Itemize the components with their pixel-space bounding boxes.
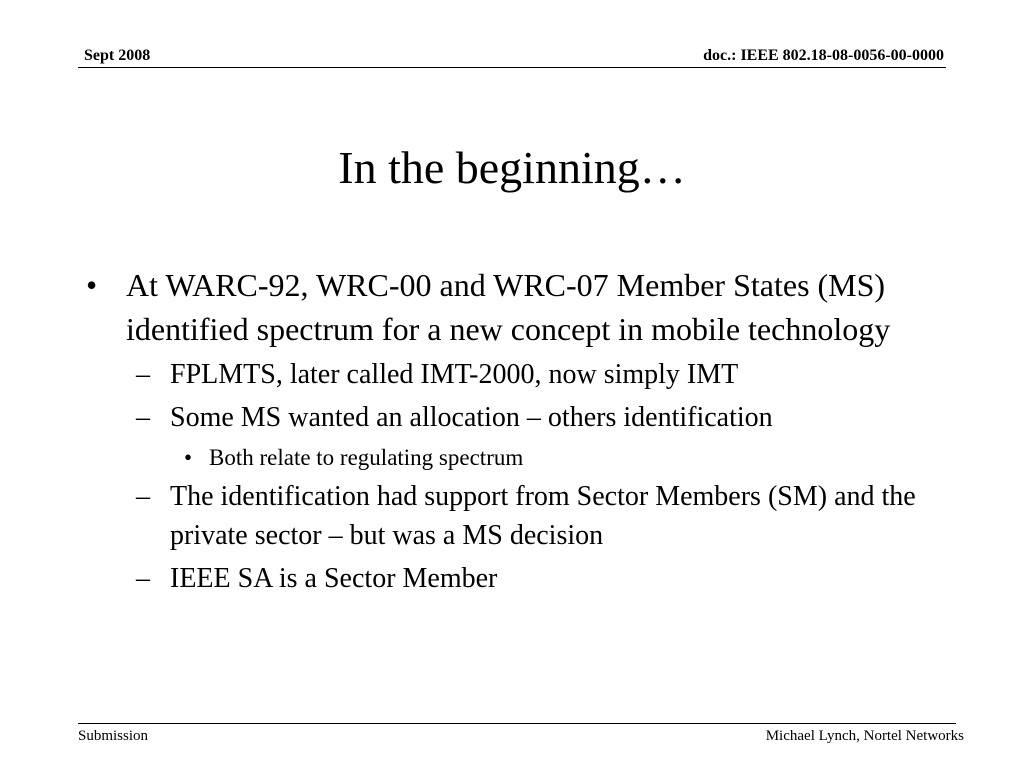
bullet-text: The identification had support from Sector Members (SM) and the private sector – but was a MS decision	[170, 481, 916, 551]
bullet-level2	[86, 477, 946, 555]
dash-marker: –	[136, 359, 150, 390]
bullet-level1	[86, 263, 946, 351]
bullet-level2	[86, 559, 946, 598]
bullet-text: Both relate to regulating spectrum	[209, 445, 524, 470]
footer-rule	[78, 723, 956, 724]
slide-title: In the beginning…	[338, 142, 686, 193]
dash-marker: –	[136, 563, 150, 594]
header-rule	[78, 67, 946, 68]
header-date: Sept 2008	[84, 47, 151, 64]
bullet-marker: •	[86, 267, 98, 303]
slide-body	[86, 263, 946, 598]
footer-author: Michael Lynch, Nortel Networks	[765, 728, 964, 744]
bullet-level2	[86, 398, 946, 437]
dash-marker: –	[136, 481, 150, 512]
dash-marker: –	[136, 402, 150, 433]
footer-submission: Submission	[78, 728, 149, 744]
header-doc-id: doc.: IEEE 802.18-08-0056-00-0000	[703, 47, 944, 64]
bullet-text: Some MS wanted an allocation – others identification	[170, 402, 773, 433]
bullet-level3	[86, 443, 946, 473]
bullet-text: At WARC-92, WRC-00 and WRC-07 Member States (MS) identified spectrum for a new concept in mobile technology	[126, 267, 891, 347]
bullet-marker: •	[184, 445, 193, 470]
bullet-text: FPLMTS, later called IMT-2000, now simply IMT	[170, 359, 739, 390]
bullet-level2	[86, 355, 946, 394]
bullet-text: IEEE SA is a Sector Member	[170, 563, 498, 594]
